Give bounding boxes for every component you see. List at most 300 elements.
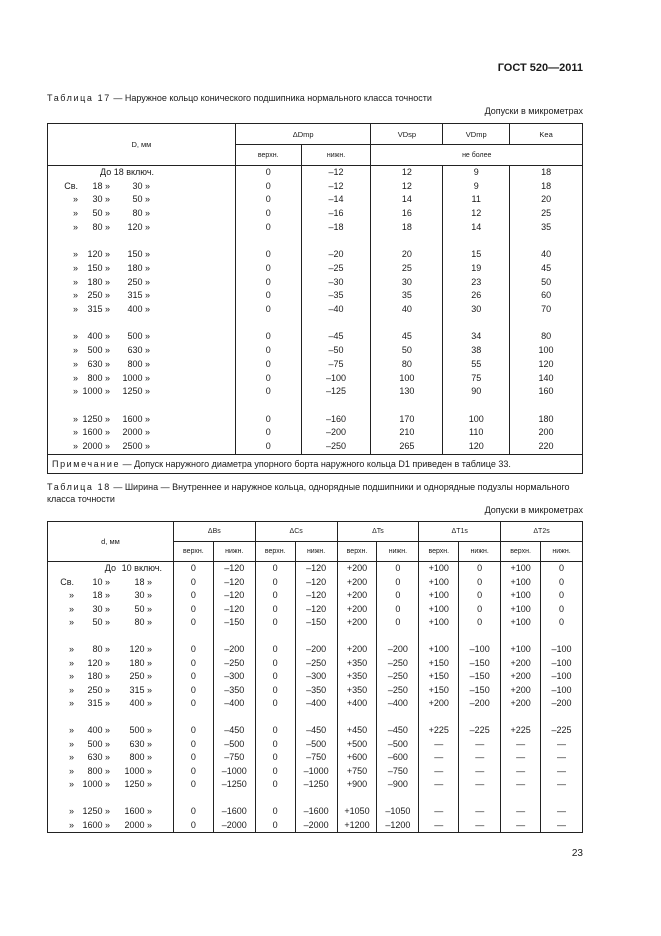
- t1s-upper: +225: [419, 724, 459, 738]
- t1s-upper: —: [419, 751, 459, 765]
- cs-lower: –1250: [295, 778, 337, 792]
- cs-lower: –750: [295, 751, 337, 765]
- range-to: 250 »: [127, 276, 150, 287]
- size-range: [48, 643, 174, 657]
- range-from: 1000 »: [82, 779, 110, 789]
- bs-upper: 0: [173, 765, 213, 779]
- range-to: 315 »: [127, 290, 150, 301]
- delta-lower: –25: [301, 262, 371, 276]
- range-prefix: »: [68, 725, 74, 735]
- range-from: 50 »: [92, 617, 110, 627]
- size-range: [48, 778, 174, 792]
- range-from: 30 »: [92, 194, 110, 205]
- vdsp-value: 45: [371, 330, 443, 344]
- table-row: [48, 180, 583, 194]
- cs-lower: –400: [295, 697, 337, 711]
- t2s-upper: —: [501, 751, 541, 765]
- vdmp-value: 110: [443, 426, 510, 440]
- t2s-upper: +225: [501, 724, 541, 738]
- bs-upper: 0: [173, 589, 213, 603]
- range-prefix: »: [72, 386, 78, 397]
- cs-upper: 0: [255, 697, 295, 711]
- ts-upper: +200: [337, 576, 377, 590]
- t2s-lower: 0: [541, 589, 583, 603]
- bs-lower: –150: [213, 616, 255, 630]
- range-from: 315 »: [87, 304, 110, 315]
- size-range: [48, 589, 174, 603]
- range-prefix: »: [72, 290, 78, 301]
- range-to: 30 »: [132, 180, 150, 191]
- delta-lower: –14: [301, 193, 371, 207]
- kea-value: 50: [510, 276, 583, 290]
- delta-upper: 0: [235, 180, 301, 194]
- range-prefix: »: [72, 441, 78, 452]
- table-row: [48, 330, 583, 344]
- range-prefix: »: [72, 208, 78, 219]
- bs-lower: –120: [213, 589, 255, 603]
- size-range: [48, 805, 174, 819]
- vdsp-value: 16: [371, 207, 443, 221]
- t2s-upper: +100: [501, 603, 541, 617]
- t1s-lower: 0: [459, 562, 501, 576]
- range-from: 500 »: [87, 738, 110, 749]
- vdmp-value: 90: [443, 385, 510, 399]
- range-prefix: »: [72, 372, 78, 383]
- t17-header-delta: ΔDmp: [235, 124, 371, 145]
- t1s-lower: —: [459, 805, 501, 819]
- t1s-upper: +100: [419, 576, 459, 590]
- range-prefix: »: [68, 657, 74, 668]
- vdmp-value: 19: [443, 262, 510, 276]
- table-row: [48, 684, 583, 698]
- range-to: 1600 »: [124, 806, 152, 816]
- ts-upper: +1050: [337, 805, 377, 819]
- kea-value: 60: [510, 289, 583, 303]
- vdsp-value: 30: [371, 276, 443, 290]
- size-range: [48, 289, 236, 303]
- cs-lower: –120: [295, 562, 337, 576]
- range-to: [154, 166, 194, 180]
- range-prefix: [48, 562, 74, 576]
- delta-lower: –250: [301, 440, 371, 454]
- size-range: [48, 193, 236, 207]
- range-from: 1250 »: [82, 413, 110, 424]
- bs-upper: 0: [173, 643, 213, 657]
- t2s-upper: +200: [501, 657, 541, 671]
- t17-header-lower: нижн.: [301, 145, 371, 166]
- t2s-upper: —: [501, 765, 541, 779]
- cs-upper: 0: [255, 751, 295, 765]
- range-to: 30 »: [134, 590, 152, 600]
- range-from: 80 »: [92, 644, 110, 654]
- t2s-lower: –100: [541, 657, 583, 671]
- range-from: 18 »: [92, 590, 110, 600]
- range-from: 18 »: [92, 180, 110, 191]
- delta-lower: –40: [301, 303, 371, 317]
- ts-lower: –1200: [377, 819, 419, 833]
- vdmp-value: 100: [443, 413, 510, 427]
- vdmp-value: 15: [443, 248, 510, 262]
- t2s-upper: +200: [501, 684, 541, 698]
- delta-upper: 0: [235, 344, 301, 358]
- t1s-lower: –150: [459, 670, 501, 684]
- bs-upper: 0: [173, 778, 213, 792]
- t1s-upper: +150: [419, 670, 459, 684]
- vdsp-value: 130: [371, 385, 443, 399]
- bs-lower: –400: [213, 697, 255, 711]
- range-prefix: »: [68, 752, 74, 762]
- size-range: [48, 385, 236, 399]
- t1s-upper: +100: [419, 643, 459, 657]
- range-to: 400 »: [127, 304, 150, 315]
- table-row: [48, 576, 583, 590]
- delta-lower: –35: [301, 289, 371, 303]
- delta-lower: –20: [301, 248, 371, 262]
- t2s-upper: —: [501, 805, 541, 819]
- range-from: 1600 »: [82, 427, 110, 438]
- ts-upper: +750: [337, 765, 377, 779]
- range-from: 400 »: [87, 725, 110, 735]
- cs-lower: –1000: [295, 765, 337, 779]
- bs-upper: 0: [173, 724, 213, 738]
- vdmp-value: 34: [443, 330, 510, 344]
- cs-lower: –2000: [295, 819, 337, 833]
- table-row: [48, 670, 583, 684]
- table17-units: Допуски в микрометрах: [484, 106, 583, 116]
- range-to: 180 »: [127, 262, 150, 273]
- range-to: 180 »: [129, 657, 152, 668]
- table-row: [48, 248, 583, 262]
- t17-header-d: D, мм: [48, 124, 236, 166]
- range-to: 150 »: [127, 249, 150, 260]
- cs-upper: 0: [255, 589, 295, 603]
- table-row: [48, 751, 583, 765]
- t2s-upper: +100: [501, 562, 541, 576]
- range-prefix: »: [72, 221, 78, 232]
- range-from: 500 »: [87, 345, 110, 356]
- delta-upper: 0: [235, 221, 301, 235]
- range-from: 250 »: [87, 290, 110, 301]
- range-to: 2500 »: [122, 441, 150, 452]
- range-to: 315 »: [129, 684, 152, 695]
- vdsp-value: 18: [371, 221, 443, 235]
- table-row: [48, 440, 583, 454]
- size-range: [48, 276, 236, 290]
- t2s-lower: —: [541, 765, 583, 779]
- range-to: 630 »: [129, 738, 152, 749]
- size-range: [48, 248, 236, 262]
- ts-lower: –750: [377, 765, 419, 779]
- t18-header-upper: верхн.: [337, 542, 377, 562]
- cs-lower: –250: [295, 657, 337, 671]
- cs-upper: 0: [255, 778, 295, 792]
- vdsp-value: 12: [371, 166, 443, 180]
- bs-lower: –120: [213, 562, 255, 576]
- range-prefix: »: [72, 262, 78, 273]
- t17-note: [48, 454, 583, 473]
- bs-upper: 0: [173, 603, 213, 617]
- range-from: 800 »: [87, 372, 110, 383]
- t17-header-vdsp: VDsp: [371, 124, 443, 145]
- delta-lower: –200: [301, 426, 371, 440]
- t1s-upper: +150: [419, 657, 459, 671]
- range-from: До: [104, 563, 116, 573]
- cs-lower: –120: [295, 576, 337, 590]
- t18-header-lower: нижн.: [377, 542, 419, 562]
- t17-header-nomore: не более: [371, 145, 583, 166]
- range-to: 400 »: [129, 698, 152, 708]
- t2s-lower: —: [541, 819, 583, 833]
- vdmp-value: 14: [443, 221, 510, 235]
- table-row: [48, 697, 583, 711]
- t18-header-upper: верхн.: [419, 542, 459, 562]
- ts-lower: –250: [377, 684, 419, 698]
- delta-upper: 0: [235, 358, 301, 372]
- ts-lower: –600: [377, 751, 419, 765]
- table-row: [48, 166, 583, 180]
- table-row: [48, 344, 583, 358]
- range-from: 1250 »: [82, 806, 110, 816]
- t18-header-ts: ΔTs: [337, 522, 419, 542]
- table-row: [48, 358, 583, 372]
- ts-upper: +400: [337, 697, 377, 711]
- t1s-lower: —: [459, 819, 501, 833]
- range-from: 630 »: [87, 358, 110, 369]
- table-row: [48, 207, 583, 221]
- bs-upper: 0: [173, 670, 213, 684]
- kea-value: 45: [510, 262, 583, 276]
- table-row: [48, 805, 583, 819]
- t1s-upper: +100: [419, 603, 459, 617]
- cs-upper: 0: [255, 616, 295, 630]
- range-to: 50 »: [132, 194, 150, 205]
- vdmp-value: 23: [443, 276, 510, 290]
- range-to: 2000 »: [122, 427, 150, 438]
- delta-lower: –18: [301, 221, 371, 235]
- range-from: 1600 »: [82, 819, 110, 830]
- delta-upper: 0: [235, 413, 301, 427]
- range-to: 120 »: [127, 221, 150, 232]
- delta-upper: 0: [235, 248, 301, 262]
- t18-header-upper: верхн.: [255, 542, 295, 562]
- t18-body: [48, 562, 583, 833]
- kea-value: 18: [510, 180, 583, 194]
- t18-header-lower: нижн.: [459, 542, 501, 562]
- bs-upper: 0: [173, 697, 213, 711]
- range-to: 1250 »: [124, 779, 152, 789]
- ts-lower: 0: [377, 576, 419, 590]
- t2s-lower: —: [541, 778, 583, 792]
- ts-lower: –900: [377, 778, 419, 792]
- t2s-upper: +200: [501, 697, 541, 711]
- cs-lower: –350: [295, 684, 337, 698]
- vdsp-value: 14: [371, 193, 443, 207]
- ts-lower: –250: [377, 670, 419, 684]
- ts-upper: +200: [337, 616, 377, 630]
- delta-upper: 0: [235, 303, 301, 317]
- range-prefix: »: [68, 819, 74, 830]
- t1s-upper: —: [419, 819, 459, 833]
- bs-upper: 0: [173, 805, 213, 819]
- table-row: [48, 193, 583, 207]
- t18-header-d: d, мм: [48, 522, 174, 562]
- cs-upper: 0: [255, 670, 295, 684]
- cs-upper: 0: [255, 805, 295, 819]
- vdsp-value: 80: [371, 358, 443, 372]
- range-from: 2000 »: [82, 441, 110, 452]
- ts-upper: +600: [337, 751, 377, 765]
- kea-value: 200: [510, 426, 583, 440]
- delta-lower: –100: [301, 372, 371, 386]
- bs-lower: –120: [213, 576, 255, 590]
- table18-units: Допуски в микрометрах: [484, 505, 583, 515]
- t18-header-t2s: ΔT2s: [501, 522, 583, 542]
- bs-lower: –2000: [213, 819, 255, 833]
- range-prefix: »: [72, 249, 78, 260]
- cs-upper: 0: [255, 576, 295, 590]
- table-row: [48, 221, 583, 235]
- bs-lower: –1250: [213, 778, 255, 792]
- t1s-upper: —: [419, 805, 459, 819]
- delta-lower: –50: [301, 344, 371, 358]
- cs-upper: 0: [255, 643, 295, 657]
- table17-label: Таблица 17: [47, 93, 111, 103]
- delta-lower: –30: [301, 276, 371, 290]
- bs-upper: 0: [173, 819, 213, 833]
- ts-lower: –400: [377, 697, 419, 711]
- t1s-upper: +150: [419, 684, 459, 698]
- cs-lower: –120: [295, 603, 337, 617]
- t1s-lower: –150: [459, 684, 501, 698]
- bs-upper: 0: [173, 562, 213, 576]
- t18-header-lower: нижн.: [541, 542, 583, 562]
- kea-value: 180: [510, 413, 583, 427]
- table-row: [48, 385, 583, 399]
- ts-upper: +200: [337, 589, 377, 603]
- range-to: 250 »: [129, 671, 152, 681]
- size-range: [48, 697, 174, 711]
- t1s-lower: –100: [459, 643, 501, 657]
- table-row: [48, 819, 583, 833]
- cs-upper: 0: [255, 765, 295, 779]
- cs-upper: 0: [255, 819, 295, 833]
- size-range: [48, 562, 174, 576]
- vdsp-value: 50: [371, 344, 443, 358]
- kea-value: 120: [510, 358, 583, 372]
- t2s-lower: —: [541, 738, 583, 752]
- cs-lower: –150: [295, 616, 337, 630]
- ts-lower: –500: [377, 738, 419, 752]
- table-row: [48, 643, 583, 657]
- t17-header-vdmp: VDmp: [443, 124, 510, 145]
- ts-lower: –450: [377, 724, 419, 738]
- t1s-lower: 0: [459, 589, 501, 603]
- vdmp-value: 30: [443, 303, 510, 317]
- size-range: [48, 372, 236, 386]
- delta-upper: 0: [235, 207, 301, 221]
- delta-lower: –12: [301, 166, 371, 180]
- table-row: [48, 413, 583, 427]
- range-to: 80 »: [134, 617, 152, 627]
- vdsp-value: 12: [371, 180, 443, 194]
- ts-upper: +350: [337, 670, 377, 684]
- table-row: [48, 562, 583, 576]
- t1s-lower: —: [459, 765, 501, 779]
- t1s-lower: —: [459, 778, 501, 792]
- t1s-upper: —: [419, 778, 459, 792]
- range-prefix: »: [72, 331, 78, 342]
- bs-lower: –250: [213, 657, 255, 671]
- delta-lower: –160: [301, 413, 371, 427]
- size-range: [48, 738, 174, 752]
- delta-upper: 0: [235, 276, 301, 290]
- range-prefix: »: [68, 738, 74, 749]
- table17-title: — Наружное кольцо конического подшипника нормального класса точности: [110, 93, 432, 103]
- vdmp-value: 55: [443, 358, 510, 372]
- bs-upper: 0: [173, 751, 213, 765]
- standard-designation: ГОСТ 520—2011: [497, 62, 583, 74]
- t2s-upper: +100: [501, 616, 541, 630]
- t2s-lower: 0: [541, 576, 583, 590]
- t17-note-label: Примечание: [52, 458, 121, 469]
- size-range: [48, 166, 236, 180]
- delta-upper: 0: [235, 193, 301, 207]
- table18-label: Таблица 18: [47, 482, 111, 492]
- range-to: 18 »: [134, 576, 152, 587]
- size-range: [48, 576, 174, 590]
- t1s-upper: +100: [419, 562, 459, 576]
- bs-upper: 0: [173, 738, 213, 752]
- range-from: 80 »: [92, 221, 110, 232]
- t2s-lower: –100: [541, 670, 583, 684]
- t18-header-t1s: ΔT1s: [419, 522, 501, 542]
- bs-upper: 0: [173, 657, 213, 671]
- range-from: 30 »: [92, 603, 110, 614]
- t1s-upper: +100: [419, 616, 459, 630]
- table18-title: — Ширина — Внутреннее и наружное кольца, однорядные подшипники и однорядные подузлы нормального класса точности: [47, 482, 570, 504]
- table-row: [48, 778, 583, 792]
- table-row: [48, 724, 583, 738]
- bs-lower: –1600: [213, 805, 255, 819]
- t18-header-lower: нижн.: [213, 542, 255, 562]
- vdmp-value: 9: [443, 180, 510, 194]
- t18-header-bs: ΔBs: [173, 522, 255, 542]
- size-range: [48, 724, 174, 738]
- size-range: [48, 657, 174, 671]
- delta-upper: 0: [235, 372, 301, 386]
- t2s-lower: 0: [541, 562, 583, 576]
- size-range: [48, 670, 174, 684]
- kea-value: 18: [510, 166, 583, 180]
- range-to: 500 »: [127, 331, 150, 342]
- delta-lower: –75: [301, 358, 371, 372]
- t1s-upper: —: [419, 738, 459, 752]
- kea-value: 20: [510, 193, 583, 207]
- delta-lower: –125: [301, 385, 371, 399]
- range-to: 120 »: [129, 644, 152, 654]
- size-range: [48, 765, 174, 779]
- delta-lower: –16: [301, 207, 371, 221]
- cs-lower: –500: [295, 738, 337, 752]
- delta-lower: –45: [301, 330, 371, 344]
- kea-value: 140: [510, 372, 583, 386]
- t1s-upper: +200: [419, 697, 459, 711]
- table-row: [48, 262, 583, 276]
- range-prefix: Св.: [64, 180, 78, 191]
- range-to: 1000 »: [124, 765, 152, 776]
- cs-upper: 0: [255, 562, 295, 576]
- range-prefix: »: [68, 590, 74, 600]
